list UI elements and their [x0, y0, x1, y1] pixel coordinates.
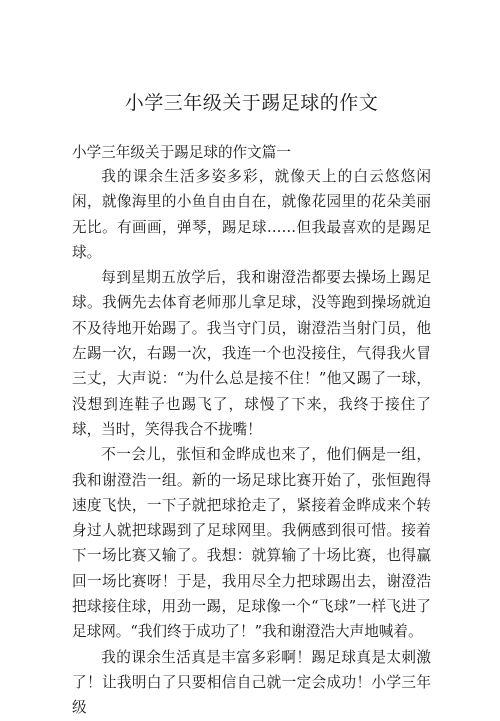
paragraph-4: 我的课余生活真是丰富多彩啊！踢足球真是太刺激了！让我明白了只要相信自己就一定会成功！小学三年级 — [72, 648, 431, 717]
paragraph-2: 每到星期五放学后，我和谢澄浩都要去操场上踢足球。我俩先去体育老师那儿拿足球，没等跑到操场就迫不及待地开始踢了。我当守门员，谢澄浩当射门员，他左踢一次，右踢一次，我连一个也没接住，气得我火冒三丈，大声说：“为什么总是接不住！”他又踢了一球，没想到连鞋子也踢飞了，球慢了下来，我终于接住了球，当时，笑得我合不拢嘴！ — [72, 269, 431, 438]
paragraph-3: 不一会儿，张恒和金晔成也来了，他们俩是一组，我和谢澄浩一组。新的一场足球比赛开始了，张恒跑得速度飞快，一下子就把球抢走了，紧接着金晔成来个转身过人就把球踢到了足球网里。我俩感到很可惜。接着下一场比赛又输了。我想：就算输了十场比赛，也得赢回一场比赛呀！于是，我用尽全力把球踢出去，谢澄浩把球接住球，用劲一踢，足球像一个“飞球”一样飞进了足球网。“我们终于成功了！”我和谢澄浩大声地喊着。 — [72, 446, 431, 641]
article-body — [72, 164, 431, 721]
document-title: 小学三年级关于踢足球的作文 — [124, 92, 379, 114]
paragraph-1: 我的课余生活多姿多彩，就像天上的白云悠悠闲闲，就像海里的小鱼自由自在，就像花园里的花朵美丽无比。有画画，弹琴，踢足球……但我最喜欢的是踢足球。 — [72, 168, 431, 261]
section-heading: 小学三年级关于踢足球的作文篇一 — [72, 144, 291, 161]
